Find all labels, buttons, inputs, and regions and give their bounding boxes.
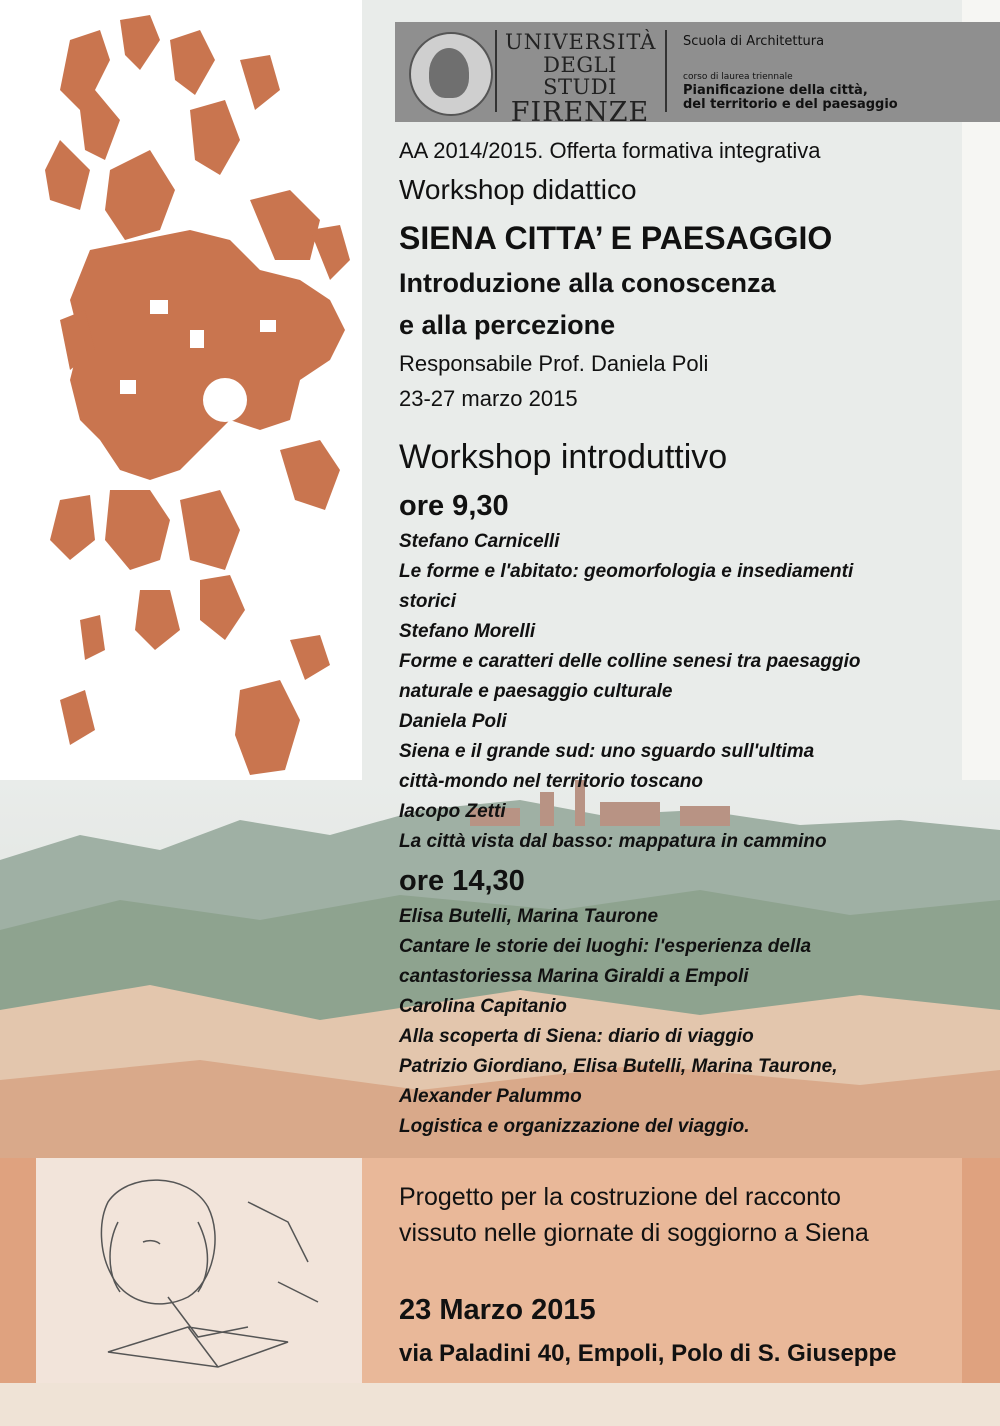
program-line: città-mondo nel territorio toscano: [399, 771, 704, 792]
closing-line1: Progetto per la costruzione del racconto: [399, 1183, 841, 1211]
venue: via Paladini 40, Empoli, Polo di S. Giuseppe: [399, 1340, 897, 1367]
program-line: Alexander Palummo: [399, 1086, 582, 1107]
event-subtitle-line2: e alla percezione: [399, 310, 616, 340]
program-line: Logistica e organizzazione del viaggio.: [399, 1116, 750, 1137]
program-line: Daniela Poli: [399, 711, 507, 732]
programme-line1: Pianificazione della città,: [683, 83, 868, 98]
academic-year: AA 2014/2015. Offerta formativa integrativa: [399, 138, 821, 163]
programme-name: [683, 84, 983, 112]
program-line: Patrizio Giordiano, Elisa Butelli, Marina Taurone,: [399, 1056, 838, 1077]
program-line: Iacopo Zetti: [399, 801, 506, 822]
program-line: Forme e caratteri delle colline senesi tra paesaggio: [399, 651, 861, 672]
afternoon-time: ore 14,30: [399, 865, 525, 897]
degree-course: corso di laurea triennale: [683, 72, 793, 82]
programme-line2: del territorio e del paesaggio: [683, 97, 898, 112]
event-dates: 23-27 marzo 2015: [399, 386, 578, 411]
city-map-icon: [0, 0, 362, 800]
closing-date: 23 Marzo 2015: [399, 1294, 596, 1326]
girl-reading-icon: [48, 1162, 348, 1377]
header-divider: [665, 30, 667, 112]
university-name-line2: DEGLI STUDI: [543, 53, 617, 99]
school-name: Scuola di Architettura: [683, 34, 825, 49]
event-subtitle-line1: Introduzione alla conoscenza: [399, 268, 776, 298]
program-line: storici: [399, 591, 457, 612]
program-heading: Workshop introduttivo: [399, 438, 728, 476]
program-line: Siena e il grande sud: uno sguardo sull'ultima: [399, 741, 815, 762]
program-line: Stefano Morelli: [399, 621, 536, 642]
program-line: Carolina Capitanio: [399, 996, 567, 1017]
responsible: Responsabile Prof. Daniela Poli: [399, 351, 709, 376]
university-name-line3: FIRENZE: [510, 97, 650, 128]
university-name: [505, 30, 655, 128]
program-line: Elisa Butelli, Marina Taurone: [399, 906, 659, 927]
program-line: Cantare le storie dei luoghi: l'esperienza della: [399, 936, 812, 957]
program-line: cantastoriessa Marina Giraldi a Empoli: [399, 966, 749, 987]
morning-time: ore 9,30: [399, 490, 509, 522]
event-title: SIENA CITTA’ E PAESAGGIO: [399, 220, 833, 256]
program-line: Stefano Carnicelli: [399, 531, 560, 552]
program-line: La città vista dal basso: mappatura in cammino: [399, 831, 827, 852]
closing-line2: vissuto nelle giornate di soggiorno a Siena: [399, 1219, 869, 1247]
program-line: naturale e paesaggio culturale: [399, 681, 673, 702]
university-name-line1: UNIVERSITÀ: [505, 30, 657, 54]
event-type: Workshop didattico: [399, 174, 637, 205]
program-line: Le forme e l'abitato: geomorfologia e insediamenti: [399, 561, 854, 582]
bottom-strip: [0, 1383, 1000, 1426]
program-line: Alla scoperta di Siena: diario di viaggio: [399, 1026, 754, 1047]
girl-reading-sketch: [48, 1162, 348, 1381]
university-seal-icon: [409, 32, 493, 116]
university-header: [395, 22, 1000, 128]
header-divider: [495, 30, 497, 112]
siena-map-illustration: [0, 0, 362, 800]
